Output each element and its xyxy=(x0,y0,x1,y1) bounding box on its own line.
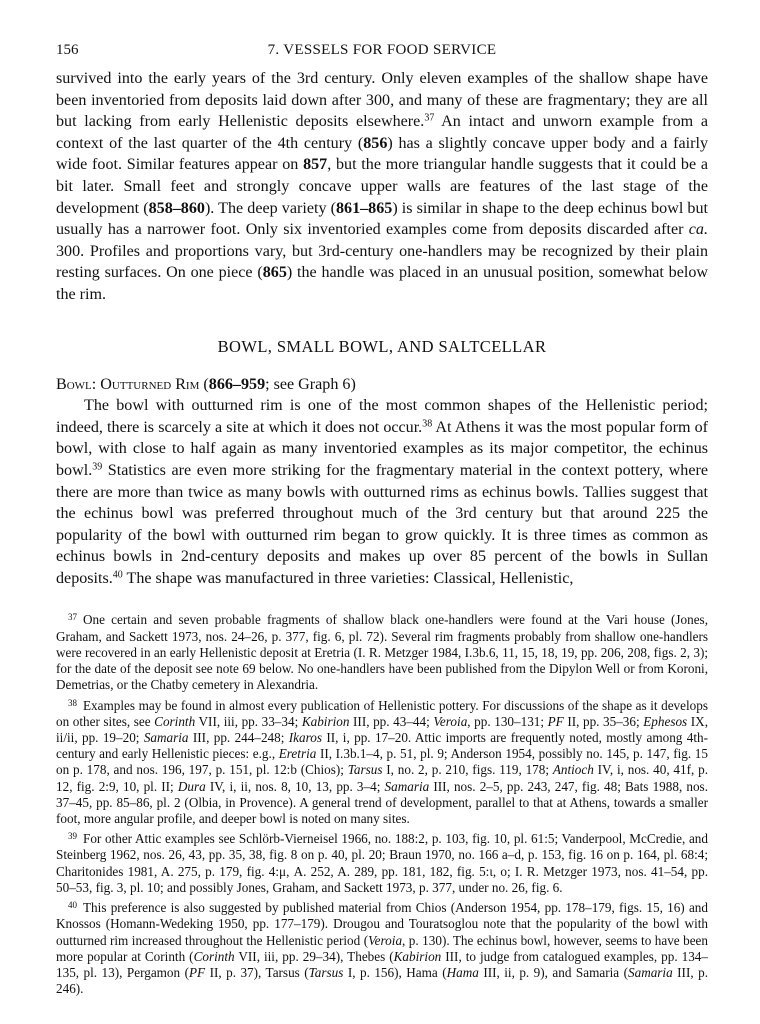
section-title: BOWL, SMALL BOWL, AND SALTCELLAR xyxy=(217,336,547,356)
footnote-number: 39 xyxy=(68,831,77,842)
footnote-ref-39[interactable]: 39 xyxy=(92,461,103,473)
footnote-ref-38[interactable]: 38 xyxy=(422,418,433,430)
footnote-ref-37[interactable]: 37 xyxy=(424,112,435,124)
catalogue-ref: 865 xyxy=(262,264,287,282)
book-page xyxy=(56,42,708,998)
running-head xyxy=(56,42,708,68)
catalogue-ref: 858–860 xyxy=(148,199,205,217)
catalogue-ref: 857 xyxy=(303,156,328,174)
page-number: 156 xyxy=(56,42,79,58)
footnote-40: $^{40}$ This preference is also suggested by published material from Chios (Anderson 1954, pp. 178–179, figs. 15, 16) and Knossos (Homann-Wedeking 1950, pp. 177–179). Drougou and Touratsoglou note that the popularity of the bowl with outturned rim increased throughout the Hellenistic period (Veroia, p. 130). The echinus bowl, however, seems to have been more popular at Corinth (Corinth VII, iii, pp. 29–34), Thebes (Kabirion III, to judge from catalogued examples, pp. 134–135, pl. 13), Pergamon (PF II, p. 37), Tarsus (Tarsus I, p. 156), Hama (Hama III, ii, p. 9), and Samaria (Samaria III, p. 246). xyxy=(56,900,709,997)
footnote-38: $^{38}$ Examples may be found in almost every publication of Hellenistic pottery. For discussions of the shape as it develops on other sites, see Corinth VII, iii, pp. 33–34; Kabirion III, pp. 43–44; Veroia, pp. 130–131; PF II, pp. 35–36; Ephesos IX, ii/ii, pp. 19–20; Samaria III, pp. 244–248; Ikaros II, i, pp. 17–20. Attic imports are frequently noted, mostly among 4th-century and early Hellenistic pieces: e.g., Eretria II, I.3b.1–4, p. 51, pl. 9; Anderson 1954, possibly no. 145, p. 147, fig. 15 on p. 178, and nos. 196, 197, p. 151, pl. 12:b (Chios); Tarsus I, no. 2, p. 210, figs. 119, 178; Antioch IV, i, nos. 40, 41f, p. 12, fig. 2:9, 10, pl. II; Dura IV, i, ii, nos. 8, 10, 13, pp. 3–4; Samaria III, nos. 2–5, pp. 243, 247, fig. 48; Bats 1988, nos. 37–45, pp. 85–86, pl. 2 (Olbia, in Provence). A general trend of development, parallel to that at Athens, towards a smaller foot, more angular profile, and deeper bowl is noted on many sites. xyxy=(56,697,708,826)
footnote-number: 38 xyxy=(68,697,77,708)
catalogue-ref: 861–865 xyxy=(335,199,393,217)
footnote-37: $^{37}$ One certain and seven probable fragments of shallow black one-handlers were found at the Vari house (Jones, Graham, and Sackett 1973, nos. 24–26, p. 377, fig. 6, pl. 72). Several rim fragments probably from shallow one-handlers were recovered in an early Hellenistic deposit at Eretria (I. R. Metzger 1984, I.3b.6, 11, 15, 18, 19, pp. 206, 208, figs. 2, 3); for the date of the deposit see note 69 below. No one-handlers have been published from the Dipylon Well or from Koroni, Demetrias, or the Chatby cemetery in Alexandria. xyxy=(56,612,708,693)
catalogue-range: 866–959 xyxy=(208,375,266,393)
catalogue-ref: 856 xyxy=(363,134,388,152)
footnote-number: 40 xyxy=(68,900,77,911)
chapter-title: 7. VESSELS FOR FOOD SERVICE xyxy=(267,42,497,58)
footnote-39: $^{39}$ For other Attic examples see Schlörb-Vierneisel 1966, no. 188:2, p. 103, fig. 10, pl. 61:5; Vanderpool, McCredie, and Steinberg 1962, nos. 26, 43, pp. 35, 38, fig. 8 on p. 40, pl. 20; Braun 1970, no. 166 a–d, p. 153, fig. 16 on p. 164, pl. 68:4; Charitonides 1981, A. 275, p. 179, fig. 4:μ, A. 252, A. 289, pp. 181, 182, fig. 5:ι, ο; I. R. Metzger 1973, nos. 41–54, pp. 50–53, fig. 3, pl. 10; and possibly Jones, Graham, and Sackett 1973, p. 377, under no. 26, fig. 6. xyxy=(56,831,708,895)
body-paragraph-1: survived into the early years of the 3rd century. Only eleven examples of the shallow shape have been inventoried from deposits laid down after 300, and many of these are fragmentary; they are all but lacking from early Hellenistic deposits elsewhere.$^{37}$ An intact and unworn example from a context of the last quarter of the 4th century (856) has a slightly concave upper body and a fairly wide foot. Similar features appear on 857, but the more triangular handle suggests that it could be a bit later. Small feet and strongly concave upper walls are features of the last stage of the development (858–860). The deep variety (861–865) is similar in shape to the deep echinus bowl but usually has a narrower foot. Only six inventoried examples come from deposits discarded after ca. 300. Profiles and proportions vary, but 3rd-century one-handlers may be recognized by their plain resting surfaces. On one piece (865) the handle was placed in an unusual position, somewhat below the rim. xyxy=(56,70,708,303)
footnote-number: 37 xyxy=(68,612,77,623)
subsection-heading: Bowl: Outturned Rim (866–959; see Graph 6) xyxy=(56,375,356,393)
body-paragraph-2: The bowl with outturned rim is one of the most common shapes of the Hellenistic period; indeed, there is scarcely a site at which it does not occur.$^{38}$ At Athens it was the most popular form of bowl, with close to half again as many inventoried examples as its major competitor, the echinus bowl.$^{39}$ Statistics are even more striking for the fragmentary material in the context pottery, where there are more than twice as many bowls with outturned rims as echinus bowls. Tallies suggest that the echinus bowl was preferred throughout much of the 3rd century but that around 225 the popularity of the bowl with outturned rim began to grow quickly. It is three times as common as echinus bowls in 2nd-century deposits and makes up over 85 percent of the bowls in Sullan deposits.$^{40}$ The shape was manufactured in three varieties: Classical, Hellenistic, xyxy=(56,397,708,587)
footnotes xyxy=(56,609,708,997)
footnote-ref-40[interactable]: 40 xyxy=(112,569,123,581)
